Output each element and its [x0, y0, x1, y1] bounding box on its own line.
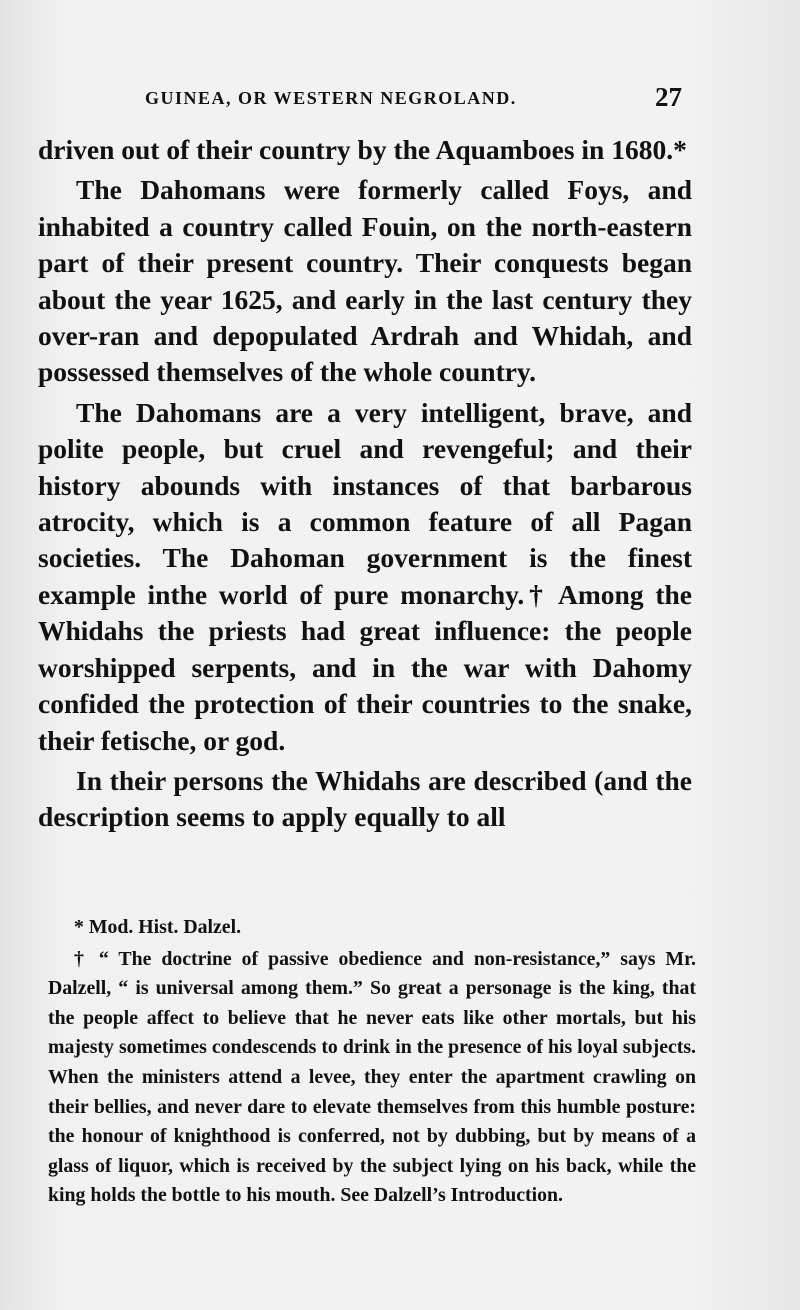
page-number: 27 — [655, 82, 682, 112]
footnotes — [48, 913, 696, 1211]
paragraph-whidahs-persons: In their persons the Whidahs are described (and the description seems to apply equally to all — [38, 764, 692, 833]
footnote-asterisk: * Mod. Hist. Dalzel. — [74, 916, 242, 938]
main-text — [38, 132, 692, 836]
running-title: GUINEA, OR WESTERN NEGROLAND. — [145, 88, 517, 108]
footnote-dagger: † “ The doctrine of passive obedience and non-resistance,” says Mr. Dalzell, “ is universal among them.” So great a personage is the king, that the people affect to believe that he never eats like other mortals, but his majesty sometimes condescends to drink in the presence of his loyal subjects. When the ministers attend a levee, they enter the apartment crawling on their bellies, and never dare to elevate themselves from this humble posture: the honour of knighthood is conferred, not by dubbing, but by means of a glass of liquor, which is received by the subject lying on his back, while the king holds the bottle to his mouth. See Dalzell’s Introduction. — [48, 947, 696, 1207]
paragraph-continuation: driven out of their country by the Aquamboes in 1680.* — [38, 134, 687, 165]
paragraph-dahomans-origin: The Dahomans were formerly called Foys, and inhabited a country called Fouin, on the north-eastern part of their present country. Their conquests began about the year 1625, and early in the last century they over-ran and depopulated Ardrah and Whidah, and possessed themselves of the whole country. — [38, 174, 692, 388]
paragraph-dahomans-character: The Dahomans are a very intelligent, brave, and polite people, but cruel and revengeful; and their history abounds with instances of that barbarous atrocity, which is a common feature of all Pagan societies. The Dahoman government is the finest example inthe world of pure monarchy.† Among the Whidahs the priests had great influence: the people worshipped serpents, and in the war with Dahomy confided the protection of their countries to the snake, their fetische, or god. — [38, 396, 692, 756]
